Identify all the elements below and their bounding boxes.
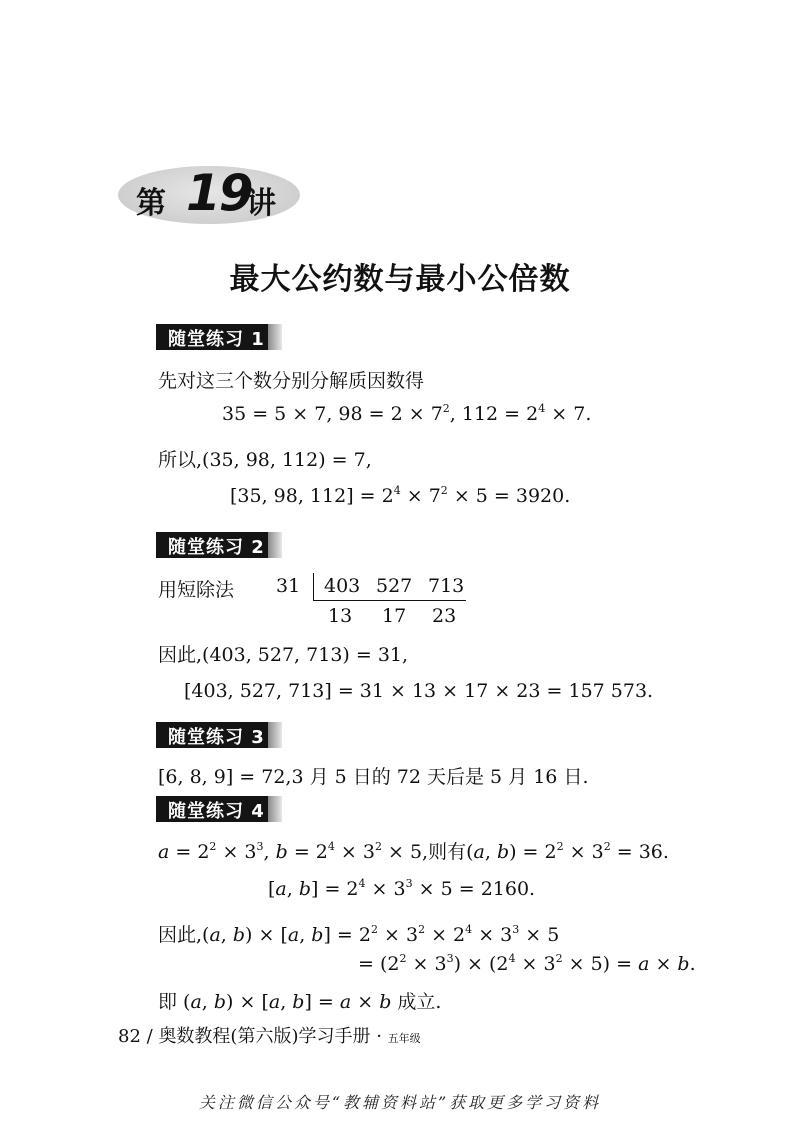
exercise-4-line-2: [a, $b] = 2^4 \times 3^3 \times 5 = 2160$. (268, 877, 536, 900)
dividend: 527 (376, 575, 413, 597)
book-title: 奥数教程(第六版)学习手册 · (158, 1026, 382, 1047)
short-division-label: 用短除法 (158, 579, 235, 601)
exercise-2-line-3: 因此,(403, 527, 713) = 31, (158, 644, 409, 666)
lesson-prefix: 第 (136, 186, 166, 221)
short-division-bar-horizontal (313, 600, 466, 601)
exercise-3-tag-label: 随堂练习 3 (168, 727, 265, 748)
exercise-1-line-2: 35 = 5 × 7, $98 = 2 \times 7^2$, $112 = 2^4 \times 7$. (222, 402, 592, 425)
quotient: 17 (382, 605, 407, 627)
bottom-note: 关注微信公众号“教辅资料站”获取更多学习资料 (198, 1093, 602, 1112)
lesson-number: 19 (186, 164, 252, 222)
exercise-3-line-1: [6, 8, 9] = 72,3 月 5 日的 72 天后是 5 月 16 日. (158, 766, 589, 788)
exercise-1-tag (156, 320, 282, 354)
exercise-1-line-4: [35, 98, $112] = 2^4 \times 7^2 \times 5 = 3920$. (230, 484, 571, 507)
exercise-4-line-3: 因此,(a, b) × [a, $b] = 2^2 \times 3^2 \times 2^4 \times 3^3 \times 5$ (158, 923, 560, 946)
short-division-divisor: 31 (276, 575, 301, 597)
exercise-2-line-4: [403, 527, 713] = 31 × 13 × 17 × 23 = 157 573. (184, 680, 654, 702)
grade-label: 五年级 (387, 1032, 421, 1045)
exercise-2-tag-label: 随堂练习 2 (168, 537, 265, 558)
short-division-bar-vertical (313, 573, 314, 601)
page-title: 最大公约数与最小公倍数 (229, 262, 571, 297)
exercise-1-line-1: 先对这三个数分别分解质因数得 (158, 370, 425, 392)
exercise-1-line-3: 所以,(35, 98, 112) = 7, (158, 449, 372, 471)
exercise-1-tag-label: 随堂练习 1 (168, 329, 265, 350)
exercise-2-tag (156, 528, 282, 562)
exercise-4-line-1: $a = 2^2 \times 3^3$, $b = 2^4 \times 3^2 \times 5$,则有(a, $b) = 2^2 \times 3^2 = 36$. (158, 840, 669, 863)
dividend: 713 (428, 575, 465, 597)
exercise-4-tag (156, 792, 282, 826)
page-footer (118, 1022, 421, 1048)
page-number: 82 / (118, 1026, 153, 1047)
exercise-4-tag-label: 随堂练习 4 (168, 801, 265, 822)
exercise-3-tag (156, 718, 282, 752)
quotient: 13 (328, 605, 353, 627)
quotient: 23 (432, 605, 457, 627)
exercise-4-line-5: 即 (a, b) × [a, b] = a × b 成立. (158, 991, 442, 1013)
exercise-4-line-4: = $(2^2 \times 3^3) \times (2^4 \times 3^2 \times 5) = a \times b$. (358, 952, 696, 975)
lesson-suffix: 讲 (246, 186, 276, 221)
dividend: 403 (324, 575, 361, 597)
